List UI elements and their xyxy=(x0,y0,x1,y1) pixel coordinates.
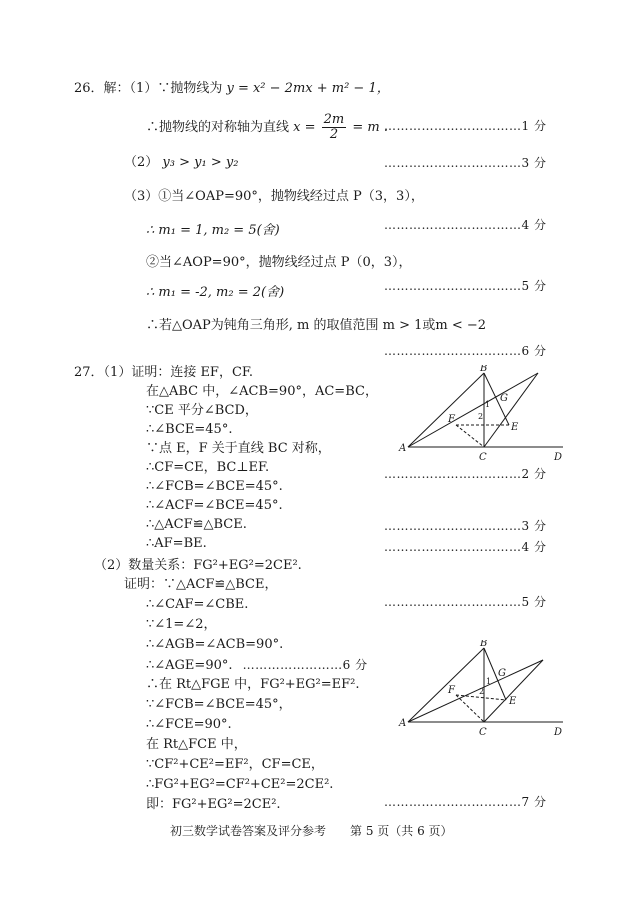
label-G: G xyxy=(500,393,508,404)
q27-p2-line: ∴∠CAF=∠CBE. xyxy=(146,597,249,612)
q26-part3-case1: （3）①当∠OAP=90°，抛物线经过点 P（3，3）， xyxy=(124,189,424,204)
q26-part2 xyxy=(124,155,238,171)
label-angle-2: 2 xyxy=(479,687,485,696)
label-D: D xyxy=(554,727,563,738)
geometry-figure-1 xyxy=(398,365,583,465)
q27-p2-line: ∵∠FCB=∠BCE=45°， xyxy=(146,697,292,712)
score-6-inline: ……………………6 分 xyxy=(242,658,368,672)
label-angle-2: 2 xyxy=(478,412,484,421)
label-F: F xyxy=(448,414,455,425)
q26-axis-denominator: 2 xyxy=(329,127,339,142)
q26-part3-case2-solution: ∴ m₁ = -2, m₂ = 2(舍) xyxy=(146,285,285,300)
label-F: F xyxy=(448,685,455,696)
q26-part2-expression: y₃ > y₁ > y₂ xyxy=(162,155,239,170)
q27-p2-line: ∵CF²+CE²=EF²，CF=CE， xyxy=(146,757,324,772)
q27-p1-line: ∴∠BCE=45°. xyxy=(146,422,233,437)
q26-axis-x: x = xyxy=(293,120,316,135)
label-G: G xyxy=(498,668,506,679)
score-7: ……………………………7 分 xyxy=(384,795,547,809)
q27-p2-line: ∴∠FCE=90°. xyxy=(146,717,232,732)
q26-axis-result: = m . xyxy=(352,120,389,135)
q27-p2-line xyxy=(146,657,368,674)
score-1: ……………………………1 分 xyxy=(384,119,547,133)
score-5: ……………………………5 分 xyxy=(384,279,547,293)
geometry-figure-2 xyxy=(398,640,583,740)
q27-part2-head: （2）数量关系：FG²+EG²=2CE². xyxy=(94,558,302,573)
label-A: A xyxy=(399,443,407,454)
q27-p2-line: ∴在 Rt△FGE 中，FG²+EG²=EF². xyxy=(146,677,360,692)
q27-p1-line: ∴∠ACF=∠BCE=45°. xyxy=(146,498,283,513)
q27-p1-line: ∴CF=CE，BC⊥EF. xyxy=(146,460,270,475)
q26-axis-numerator: 2m xyxy=(323,112,345,127)
label-C: C xyxy=(479,452,487,463)
label-angle-1: 1 xyxy=(485,400,491,409)
q26-parabola-equation: y = x² − 2mx + m² − 1， xyxy=(226,81,390,96)
q27-p2-line: ∵∠1=∠2， xyxy=(146,617,217,632)
q27-p1-line: ∵点 E，F 关于直线 BC 对称， xyxy=(146,441,331,456)
q26-axis-fraction xyxy=(322,113,347,142)
label-angle-1: 1 xyxy=(486,677,492,686)
q27-p2-line: 即：FG²+EG²=2CE². xyxy=(146,797,281,812)
q27-p1-line: ∴AF=BE. xyxy=(146,536,207,551)
score-3: ……………………………3 分 xyxy=(384,156,547,170)
score-4: ……………………………4 分 xyxy=(384,540,547,554)
label-D: D xyxy=(554,452,563,463)
page-footer: 初三数学试卷答案及评分参考 第 5 页（共 6 页） xyxy=(170,824,453,838)
q27-p2-line: ∴∠AGB=∠ACB=90°. xyxy=(146,637,284,652)
q27-p2-line: ∴FG²+EG²=CF²+CE²=2CE². xyxy=(146,777,334,792)
score-2: ……………………………2 分 xyxy=(384,467,547,481)
label-C: C xyxy=(479,727,487,738)
q26-axis-text: ∴抛物线的对称轴为直线 xyxy=(146,120,290,135)
label-B: B xyxy=(480,640,488,649)
q27-head: 27．（1）证明：连接 EF，CF. xyxy=(74,365,254,380)
q26-line-1 xyxy=(74,81,390,97)
q27-p1-line: ∴△ACF≌△BCE. xyxy=(146,517,247,532)
q27-p1-line: 在△ABC 中，∠ACB=90°，AC=BC， xyxy=(146,384,378,399)
score-5: ……………………………5 分 xyxy=(384,595,547,609)
q27-part2-proof-label: 证明：∵△ACF≌△BCE， xyxy=(124,577,278,592)
q26-part3-case1-solution: ∴ m₁ = 1, m₂ = 5(舍) xyxy=(146,223,280,238)
q26-axis-line xyxy=(146,113,388,143)
q26-part3-case2: ②当∠AOP=90°，抛物线经过点 P（0，3）， xyxy=(146,255,412,270)
label-A: A xyxy=(399,718,407,729)
q26-conclusion: ∴若△OAP为钝角三角形, m 的取值范围 m > 1或m < −2 xyxy=(146,318,487,333)
q27-p1-line: ∵CE 平分∠BCD， xyxy=(146,403,258,418)
q26-part2-label: （2） xyxy=(124,155,159,170)
score-3: ……………………………3 分 xyxy=(384,519,547,533)
q26-head: 26．解：（1）∵抛物线为 xyxy=(74,81,223,96)
q27-p2-line: 在 Rt△FCE 中， xyxy=(146,737,247,752)
label-B: B xyxy=(480,365,488,374)
label-E: E xyxy=(509,696,517,707)
score-6: ……………………………6 分 xyxy=(384,344,547,358)
label-E: E xyxy=(511,422,519,433)
score-4: ……………………………4 分 xyxy=(384,218,547,232)
q27-p2-text: ∴∠AGE=90°. xyxy=(146,658,233,673)
q27-p1-line: ∴∠FCB=∠BCE=45°. xyxy=(146,479,283,494)
